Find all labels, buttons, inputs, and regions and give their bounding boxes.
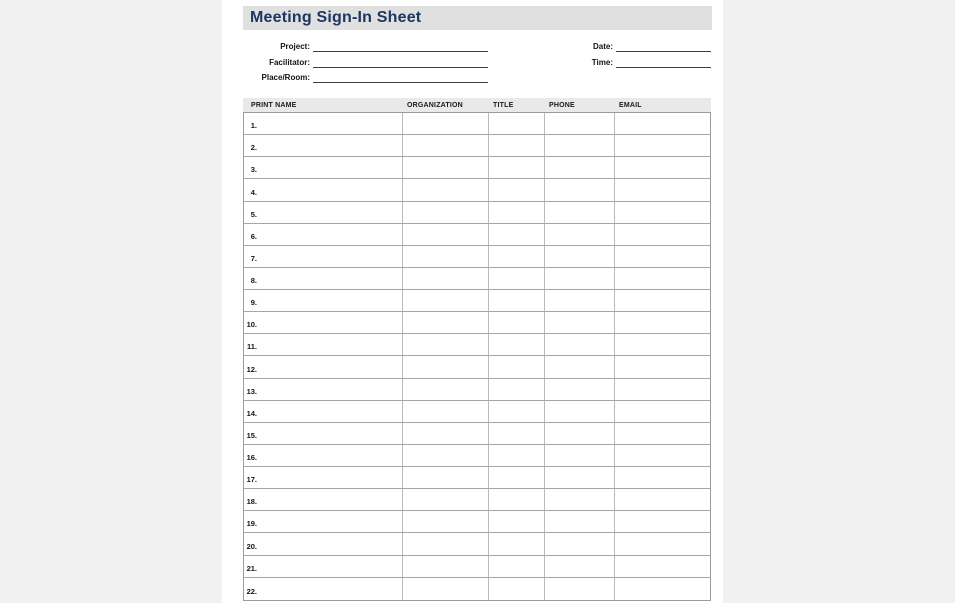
email-cell[interactable] [614,533,710,554]
email-cell[interactable] [614,356,710,377]
column-header-title: TITLE [493,101,514,109]
phone-cell[interactable] [544,556,614,577]
phone-cell[interactable] [544,179,614,200]
phone-cell[interactable] [544,511,614,532]
column-header-phone: PHONE [549,101,575,109]
page-title: Meeting Sign-In Sheet [250,9,422,26]
row-number: 9. [250,298,257,308]
title-cell[interactable] [488,202,544,223]
table-row [244,334,710,356]
table-row [244,290,710,312]
phone-cell[interactable] [544,224,614,245]
title-cell[interactable] [488,290,544,311]
table-row [244,511,710,533]
project-field-row [222,40,488,52]
print-name-cell[interactable] [244,445,402,466]
phone-cell[interactable] [544,423,614,444]
row-number: 14. [246,408,257,418]
print-name-cell[interactable] [244,489,402,510]
email-cell[interactable] [614,379,710,400]
print-name-cell[interactable] [244,423,402,444]
organization-cell[interactable] [402,135,488,156]
phone-cell[interactable] [544,246,614,267]
email-cell[interactable] [614,556,710,577]
place-room-field-row [222,71,488,83]
row-number: 19. [246,519,257,529]
organization-cell[interactable] [402,511,488,532]
title-cell[interactable] [488,423,544,444]
print-name-cell[interactable] [244,379,402,400]
table-header [243,98,711,112]
column-header-organization: ORGANIZATION [407,101,463,109]
project-input-line[interactable] [313,41,488,52]
row-number: 18. [246,497,257,507]
phone-cell[interactable] [544,578,614,600]
title-cell[interactable] [488,268,544,289]
print-name-cell[interactable] [244,401,402,422]
row-number: 7. [250,253,257,263]
organization-cell[interactable] [402,246,488,267]
facilitator-label: Facilitator: [269,57,310,67]
table-row [244,202,710,224]
organization-cell[interactable] [402,224,488,245]
email-cell[interactable] [614,224,710,245]
email-cell[interactable] [614,578,710,600]
row-number: 6. [250,231,257,241]
organization-cell[interactable] [402,379,488,400]
email-cell[interactable] [614,202,710,223]
title-cell[interactable] [488,334,544,355]
table-row [244,312,710,334]
email-cell[interactable] [614,135,710,156]
table-row [244,356,710,378]
row-number: 22. [246,586,257,596]
row-number: 5. [250,209,257,219]
email-cell[interactable] [614,246,710,267]
email-cell[interactable] [614,489,710,510]
time-label: Time: [591,57,613,67]
print-name-cell[interactable] [244,533,402,554]
phone-cell[interactable] [544,401,614,422]
print-name-cell[interactable] [244,224,402,245]
email-cell[interactable] [614,157,710,178]
title-cell[interactable] [488,246,544,267]
print-name-cell[interactable] [244,113,402,134]
print-name-cell[interactable] [244,334,402,355]
title-cell[interactable] [488,312,544,333]
title-cell[interactable] [488,135,544,156]
phone-cell[interactable] [544,489,614,510]
time-input-line[interactable] [616,57,711,68]
print-name-cell[interactable] [244,312,402,333]
date-input-line[interactable] [616,41,711,52]
table-row [244,578,710,600]
title-cell[interactable] [488,224,544,245]
title-cell[interactable] [488,445,544,466]
facilitator-field-row [222,56,488,68]
date-field-row [562,40,711,52]
row-number: 15. [246,430,257,440]
organization-cell[interactable] [402,556,488,577]
print-name-cell[interactable] [244,556,402,577]
phone-cell[interactable] [544,379,614,400]
title-cell[interactable] [488,489,544,510]
table-row [244,423,710,445]
organization-cell[interactable] [402,157,488,178]
table-row [244,445,710,467]
table-row [244,401,710,423]
organization-cell[interactable] [402,423,488,444]
print-name-cell[interactable] [244,511,402,532]
email-cell[interactable] [614,511,710,532]
print-name-cell[interactable] [244,578,402,600]
email-cell[interactable] [614,312,710,333]
column-header-print-name: PRINT NAME [251,101,297,109]
organization-cell[interactable] [402,312,488,333]
title-cell[interactable] [488,113,544,134]
title-cell[interactable] [488,356,544,377]
title-cell[interactable] [488,179,544,200]
organization-cell[interactable] [402,179,488,200]
table-row [244,135,710,157]
row-number: 20. [246,541,257,551]
organization-cell[interactable] [402,113,488,134]
table-row [244,113,710,135]
email-cell[interactable] [614,268,710,289]
phone-cell[interactable] [544,533,614,554]
row-number: 17. [246,475,257,485]
organization-cell[interactable] [402,533,488,554]
print-name-cell[interactable] [244,202,402,223]
table-body [243,112,711,601]
phone-cell[interactable] [544,157,614,178]
place-room-label: Place/Room: [261,73,310,82]
row-number: 8. [250,276,257,285]
facilitator-input-line[interactable] [313,57,488,68]
table-row [244,467,710,489]
table-row [244,533,710,555]
signin-table [243,98,711,601]
table-row [244,224,710,246]
print-name-cell[interactable] [244,135,402,156]
phone-cell[interactable] [544,290,614,311]
title-cell[interactable] [488,157,544,178]
table-row [244,157,710,179]
sheet-page [222,0,723,603]
row-number: 12. [246,364,257,374]
organization-cell[interactable] [402,445,488,466]
phone-cell[interactable] [544,467,614,488]
email-cell[interactable] [614,467,710,488]
email-cell[interactable] [614,113,710,134]
print-name-cell[interactable] [244,246,402,267]
row-number: 13. [246,386,257,396]
row-number: 2. [250,143,257,153]
row-number: 10. [246,320,257,330]
organization-cell[interactable] [402,202,488,223]
print-name-cell[interactable] [244,179,402,200]
table-row [244,489,710,511]
organization-cell[interactable] [402,467,488,488]
row-number: 11. [246,342,257,352]
row-number: 1. [250,121,257,131]
table-row [244,268,710,290]
email-cell[interactable] [614,290,710,311]
organization-cell[interactable] [402,578,488,600]
email-cell[interactable] [614,334,710,355]
title-cell[interactable] [488,511,544,532]
organization-cell[interactable] [402,401,488,422]
project-label: Project: [280,42,310,51]
row-number: 3. [250,165,257,175]
row-number: 21. [246,563,257,573]
phone-cell[interactable] [544,135,614,156]
print-name-cell[interactable] [244,157,402,178]
email-cell[interactable] [614,445,710,466]
organization-cell[interactable] [402,268,488,289]
phone-cell[interactable] [544,113,614,134]
email-cell[interactable] [614,401,710,422]
organization-cell[interactable] [402,290,488,311]
title-cell[interactable] [488,379,544,400]
title-cell[interactable] [488,467,544,488]
phone-cell[interactable] [544,334,614,355]
print-name-cell[interactable] [244,356,402,377]
phone-cell[interactable] [544,268,614,289]
phone-cell[interactable] [544,445,614,466]
print-name-cell[interactable] [244,467,402,488]
table-row [244,179,710,201]
title-cell[interactable] [488,556,544,577]
row-number: 16. [246,453,257,462]
phone-cell[interactable] [544,312,614,333]
date-label: Date: [592,42,613,51]
print-name-cell[interactable] [244,290,402,311]
print-name-cell[interactable] [244,268,402,289]
table-row [244,246,710,268]
phone-cell[interactable] [544,202,614,223]
title-cell[interactable] [488,578,544,600]
email-cell[interactable] [614,179,710,200]
organization-cell[interactable] [402,356,488,377]
table-row [244,379,710,401]
organization-cell[interactable] [402,489,488,510]
title-cell[interactable] [488,401,544,422]
time-field-row [562,56,711,68]
phone-cell[interactable] [544,356,614,377]
place-room-input-line[interactable] [313,72,488,83]
title-bar [243,6,712,30]
title-cell[interactable] [488,533,544,554]
email-cell[interactable] [614,423,710,444]
row-number: 4. [250,187,257,197]
column-header-email: EMAIL [619,101,642,109]
organization-cell[interactable] [402,334,488,355]
table-row [244,556,710,578]
